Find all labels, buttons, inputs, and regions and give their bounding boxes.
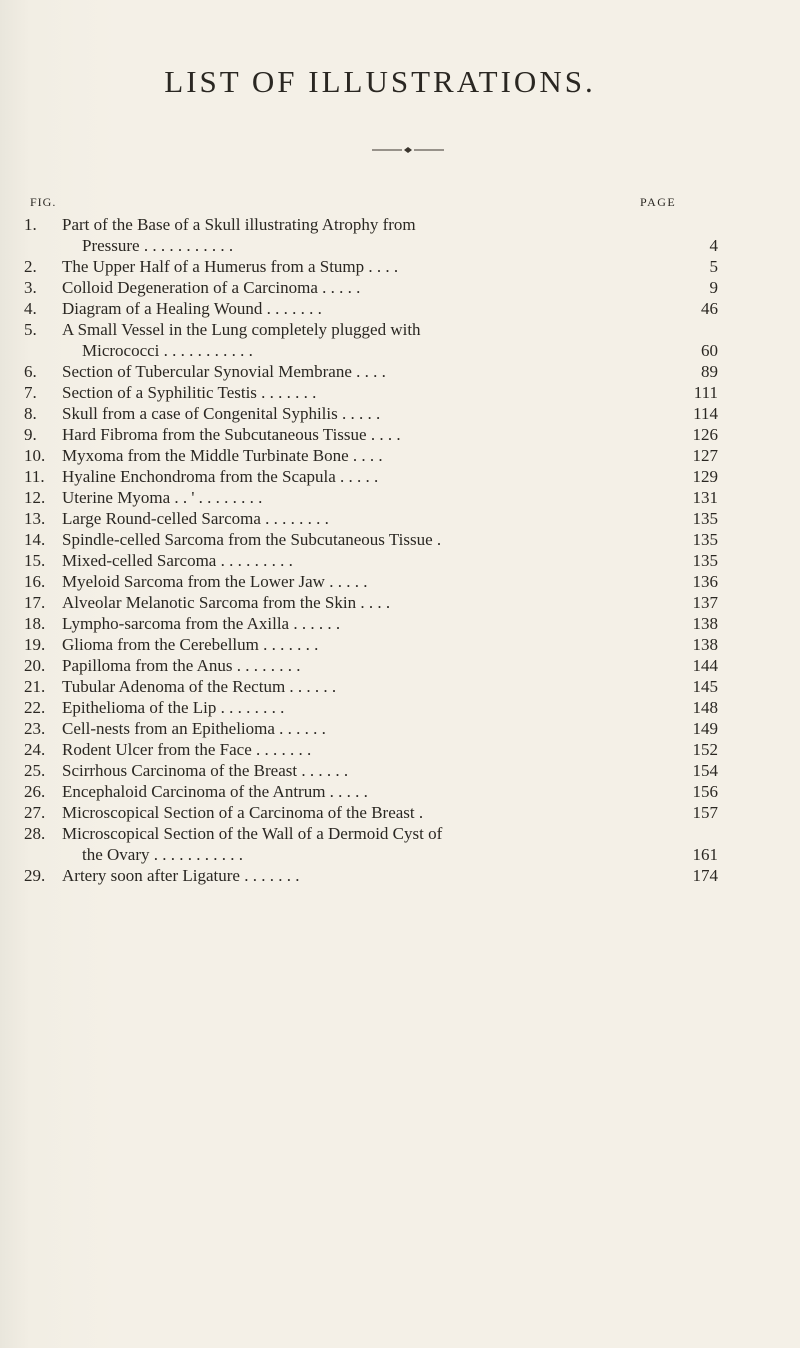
list-item (0, 823, 760, 865)
figure-caption: Micrococci . . . . . . . . . . . (82, 341, 253, 360)
list-item (0, 571, 760, 592)
figure-number: 28. (24, 824, 46, 843)
page-number: 174 (692, 866, 718, 885)
list-item (0, 676, 760, 697)
figure-number: 21. (24, 677, 46, 696)
figure-caption: Myeloid Sarcoma from the Lower Jaw . . . . . (62, 572, 368, 591)
figure-caption: Scirrhous Carcinoma of the Breast . . . . . . (62, 761, 349, 780)
figure-caption: Hyaline Enchondroma from the Scapula . . . . . (62, 467, 379, 486)
list-item (0, 718, 760, 739)
page-number: 4 (709, 236, 718, 255)
list-item (0, 760, 760, 781)
list-item (0, 445, 760, 466)
list-item (0, 403, 760, 424)
figure-caption: Epithelioma of the Lip . . . . . . . . (62, 698, 285, 717)
figure-caption: Myxoma from the Middle Turbinate Bone . . . . (62, 446, 383, 465)
page-number: 149 (692, 719, 718, 738)
figure-caption: Large Round-celled Sarcoma . . . . . . . . (62, 509, 329, 528)
page-number: 148 (692, 698, 718, 717)
ornament-rule-icon (368, 145, 448, 155)
figure-number: 12. (24, 488, 46, 507)
page-number: 145 (692, 677, 718, 696)
column-header-page: PAGE (640, 195, 677, 209)
list-item (0, 550, 760, 571)
figure-caption: Papilloma from the Anus . . . . . . . . (62, 656, 301, 675)
list-item (0, 256, 760, 277)
page-number: 135 (692, 551, 718, 570)
list-item (0, 697, 760, 718)
page-number: 144 (692, 656, 718, 675)
page-number: 138 (692, 614, 718, 633)
figure-number: 7. (24, 383, 37, 402)
list-item (0, 802, 760, 823)
list-item (0, 529, 760, 550)
list-item (0, 424, 760, 445)
page-number: 9 (709, 278, 718, 297)
page-number: 114 (693, 404, 718, 423)
list-item (0, 613, 760, 634)
figure-number: 17. (24, 593, 46, 612)
figure-number: 18. (24, 614, 46, 633)
figure-caption: Colloid Degeneration of a Carcinoma . . . . . (62, 278, 361, 297)
figure-caption: Diagram of a Healing Wound . . . . . . . (62, 299, 322, 318)
list-item (0, 634, 760, 655)
figure-number: 14. (24, 530, 46, 549)
page-number: 126 (692, 425, 718, 444)
figure-caption: Lympho-sarcoma from the Axilla . . . . . . (62, 614, 341, 633)
figure-caption: Uterine Myoma . . ' . . . . . . . . (62, 488, 263, 507)
figure-caption: Encephaloid Carcinoma of the Antrum . . . . . (62, 782, 368, 801)
figure-number: 19. (24, 635, 46, 654)
figure-number: 10. (24, 446, 46, 465)
figure-caption: Cell-nests from an Epithelioma . . . . . . (62, 719, 326, 738)
figure-number: 11. (24, 467, 45, 486)
figure-number: 24. (24, 740, 46, 759)
figure-caption: Spindle-celled Sarcoma from the Subcutaneous Tissue . (62, 530, 442, 549)
figure-number: 22. (24, 698, 46, 717)
list-item (0, 592, 760, 613)
list-item (0, 382, 760, 403)
figure-number: 26. (24, 782, 46, 801)
page-number: 157 (692, 803, 718, 822)
figure-caption: Section of Tubercular Synovial Membrane . . . . (62, 362, 386, 381)
figure-caption: Hard Fibroma from the Subcutaneous Tissue . . . . (62, 425, 401, 444)
figure-caption: Microscopical Section of a Carcinoma of the Breast . (62, 803, 424, 822)
figure-number: 16. (24, 572, 46, 591)
figure-caption: Microscopical Section of the Wall of a Dermoid Cyst of (62, 824, 443, 843)
page-number: 127 (692, 446, 718, 465)
list-item (0, 739, 760, 760)
page-number: 5 (709, 257, 718, 276)
page-number: 161 (692, 845, 718, 864)
list-item (0, 508, 760, 529)
page-number: 135 (692, 530, 718, 549)
figure-number: 3. (24, 278, 37, 297)
figure-number: 15. (24, 551, 46, 570)
figure-number: 13. (24, 509, 46, 528)
list-item (0, 298, 760, 319)
page-number: 89 (701, 362, 718, 381)
page-number: 137 (692, 593, 718, 612)
figure-number: 20. (24, 656, 46, 675)
figure-caption: Section of a Syphilitic Testis . . . . . . . (62, 383, 317, 402)
figure-number: 23. (24, 719, 46, 738)
list-item (0, 361, 760, 382)
figure-number: 4. (24, 299, 37, 318)
figure-number: 1. (24, 215, 37, 234)
figure-number: 9. (24, 425, 37, 444)
figure-caption: Pressure . . . . . . . . . . . (82, 236, 234, 255)
list-item (0, 865, 760, 886)
page-number: 136 (692, 572, 718, 591)
page-number: 111 (693, 383, 718, 402)
page-number: 138 (692, 635, 718, 654)
page-number: 152 (692, 740, 718, 759)
page-number: 60 (701, 341, 718, 360)
figure-number: 5. (24, 320, 37, 339)
figure-caption: Tubular Adenoma of the Rectum . . . . . . (62, 677, 337, 696)
page-number: 135 (692, 509, 718, 528)
figure-caption: Part of the Base of a Skull illustrating Atrophy from (62, 215, 416, 234)
figure-number: 2. (24, 257, 37, 276)
page-number: 131 (692, 488, 718, 507)
list-item (0, 487, 760, 508)
page-number: 129 (692, 467, 718, 486)
list-item (0, 277, 760, 298)
illustrations-list (0, 214, 760, 886)
list-item (0, 655, 760, 676)
figure-number: 25. (24, 761, 46, 780)
figure-caption: Glioma from the Cerebellum . . . . . . . (62, 635, 319, 654)
figure-number: 8. (24, 404, 37, 423)
list-item (0, 319, 760, 361)
figure-caption: A Small Vessel in the Lung completely plugged with (62, 320, 421, 339)
page-number: 46 (701, 299, 718, 318)
figure-caption: Alveolar Melanotic Sarcoma from the Skin . . . . (62, 593, 391, 612)
figure-number: 6. (24, 362, 37, 381)
figure-caption: the Ovary . . . . . . . . . . . (82, 845, 244, 864)
figure-number: 27. (24, 803, 46, 822)
figure-caption: Skull from a case of Congenital Syphilis . . . . . (62, 404, 381, 423)
figure-caption: Artery soon after Ligature . . . . . . . (62, 866, 300, 885)
figure-caption: The Upper Half of a Humerus from a Stump . . . . (62, 257, 399, 276)
page-number: 154 (692, 761, 718, 780)
list-item (0, 214, 760, 256)
figure-caption: Rodent Ulcer from the Face . . . . . . . (62, 740, 312, 759)
figure-number: 29. (24, 866, 46, 885)
page-title: LIST OF ILLUSTRATIONS. (164, 64, 596, 99)
list-item (0, 781, 760, 802)
column-header-fig: FIG. (30, 195, 57, 209)
list-item (0, 466, 760, 487)
figure-caption: Mixed-celled Sarcoma . . . . . . . . . (62, 551, 293, 570)
page-number: 156 (692, 782, 718, 801)
